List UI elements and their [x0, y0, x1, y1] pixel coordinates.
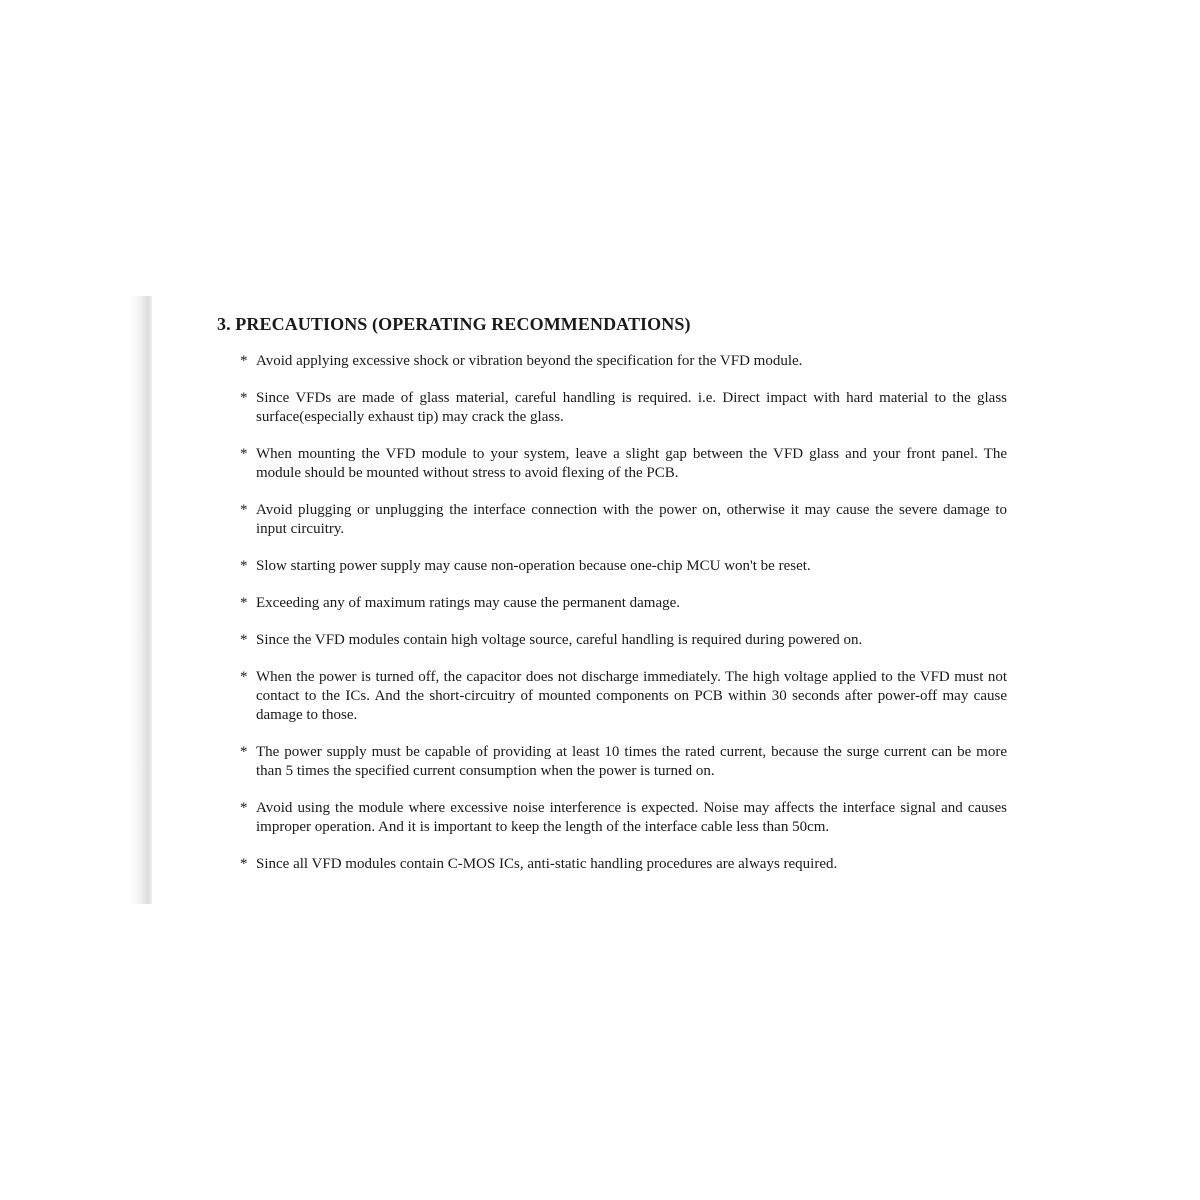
precautions-list [217, 352, 1007, 874]
precaution-item [240, 668, 1007, 725]
precaution-item [240, 631, 1007, 650]
bullet-asterisk: * [240, 744, 248, 760]
precaution-text: Avoid plugging or unplugging the interface connection with the power on, otherwise it may cause the severe damage to input circuitry. [256, 502, 1007, 537]
precaution-text: When the power is turned off, the capacitor does not discharge immediately. The high voltage applied to the VFD must not contact to the ICs. And the short-circuitry of mounted components on PCB within 30 seconds after power-off may cause damage to those. [256, 669, 1007, 723]
precaution-item [240, 855, 1007, 874]
bullet-asterisk: * [240, 669, 248, 685]
precaution-text: Avoid using the module where excessive noise interference is expected. Noise may affects the interface signal and causes improper operation. And it is important to keep the length of the interface cable less than 50cm. [256, 800, 1007, 835]
precaution-text: Since the VFD modules contain high voltage source, careful handling is required during powered on. [256, 632, 863, 648]
bullet-asterisk: * [240, 446, 248, 462]
precaution-text: When mounting the VFD module to your system, leave a slight gap between the VFD glass and your front panel. The module should be mounted without stress to avoid flexing of the PCB. [256, 446, 1007, 481]
precaution-item [240, 501, 1007, 539]
bullet-asterisk: * [240, 632, 248, 648]
precautions-section [217, 312, 1007, 892]
bullet-asterisk: * [240, 502, 248, 518]
precaution-text: Exceeding any of maximum ratings may cause the permanent damage. [256, 595, 681, 611]
section-title: 3. PRECAUTIONS (OPERATING RECOMMENDATIONS) [217, 314, 691, 334]
precaution-text: Since VFDs are made of glass material, careful handling is required. i.e. Direct impact with hard material to the glass surface(especially exhaust tip) may crack the glass. [256, 390, 1007, 425]
page-edge-shadow [130, 296, 152, 904]
precaution-item [240, 743, 1007, 781]
precaution-item [240, 352, 1007, 371]
precaution-item [240, 389, 1007, 427]
precaution-item [240, 557, 1007, 576]
precaution-item [240, 445, 1007, 483]
precaution-text: The power supply must be capable of providing at least 10 times the rated current, because the surge current can be more than 5 times the specified current consumption when the power is turned on. [256, 744, 1007, 779]
bullet-asterisk: * [240, 800, 248, 816]
bullet-asterisk: * [240, 353, 248, 369]
bullet-asterisk: * [240, 558, 248, 574]
bullet-asterisk: * [240, 595, 248, 611]
bullet-asterisk: * [240, 390, 248, 406]
bullet-asterisk: * [240, 856, 248, 872]
precaution-text: Avoid applying excessive shock or vibration beyond the specification for the VFD module. [256, 353, 803, 369]
precaution-text: Slow starting power supply may cause non-operation because one-chip MCU won't be reset. [256, 558, 811, 574]
precaution-text: Since all VFD modules contain C-MOS ICs, anti-static handling procedures are always required. [256, 856, 838, 872]
precaution-item [240, 594, 1007, 613]
precaution-item [240, 799, 1007, 837]
